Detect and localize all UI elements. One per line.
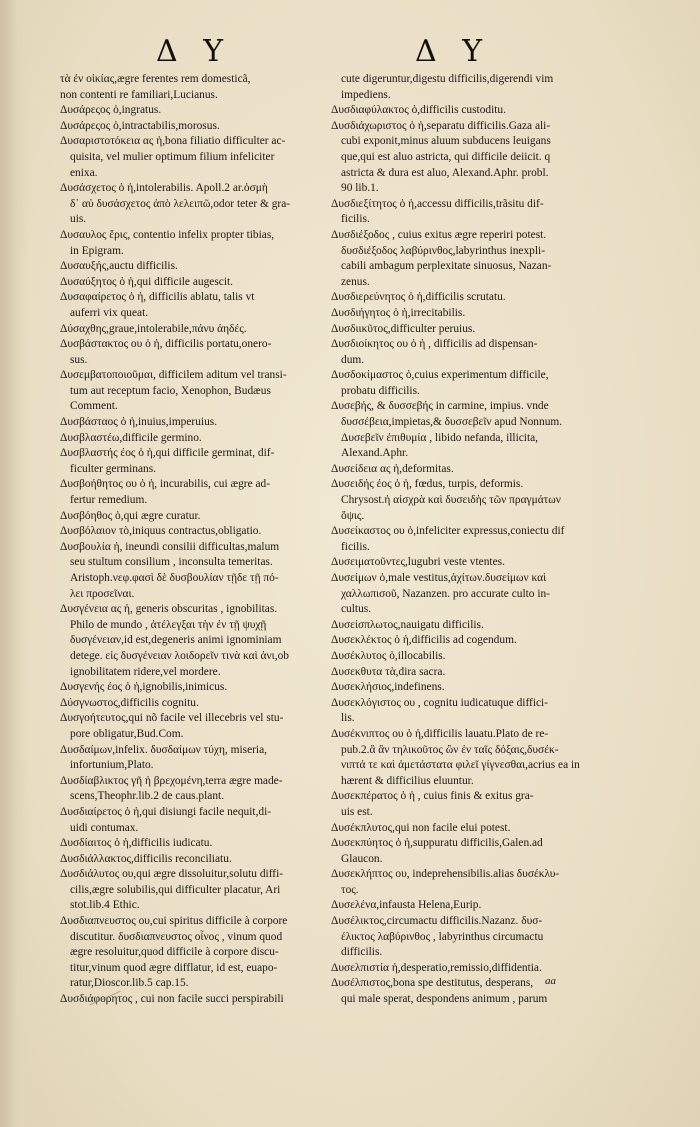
text-line: Δυσελένα,infausta Helena,Eurip. [331,899,482,912]
text-line: Δυσδιοίκητος ου ὁ ἡ , difficilis ad dispensan- [331,338,538,351]
text-line: in Epigram. [70,244,124,257]
text-line: Δυσαυξής,auctu difficilis. [60,260,178,273]
text-line: Δυσεκθυτα τὰ,dira sacra. [331,665,446,678]
text-line: Δυσεμβατοποιοῦμαι, difficilem aditum vel transi- [60,369,287,382]
text-line: Δυσείσπλωτος,nauigatu difficilis. [331,618,484,631]
text-line: Δυσάρεςος ὁ,ingratus. [60,104,162,117]
text-line: 90 lib.1. [341,182,379,195]
text-line: Δυσβλαστής έος ὁ ἡ,qui difficile germinat, dif- [60,447,275,460]
text-line: Chrysost.ἡ αἰσχρὰ καὶ δυσειδὴς τῶν πραγμάτων [341,494,561,507]
text-line: Δυσέκπλυτος,qui non facile elui potest. [331,821,511,834]
text-line: Δυσγένεια ας ἡ, generis obscuritas , ignobilitas. [60,603,278,616]
text-line: seu stultum consilium , inconsulta temeritas. [70,556,273,569]
text-line: Δυσεκλέκτος ὁ ἡ,difficilis ad cogendum. [331,634,517,647]
text-line: non contenti re familiari,Lucianus. [60,88,218,101]
text-line: ὄψις. [341,509,365,522]
text-line: Δύσαχθης,graue,intolerabile,πάνυ ἀηδές. [60,322,247,335]
text-line: uis est. [341,805,373,818]
text-line: Δυσβάστακτος ου ὁ ἡ, difficilis portatu,onero- [60,338,272,351]
text-line: zenus. [341,275,370,288]
text-line: Δυσειματοῦντες,lugubri veste vtentes. [331,556,505,569]
text-line: Δυσεκλόγιστος ου , cognitu iudicatuque diffici- [331,696,549,709]
text-line: impediens. [341,88,391,101]
text-line: Glaucon. [341,852,383,865]
text-line: ægre resoluitur,quod difficile à corpore discu- [70,946,279,959]
text-line: τος. [341,883,359,896]
text-line: Δυσεβεῖν ἐπιθυμία , libido nefanda, illicita, [341,431,539,444]
text-line: Δυσεκπύητος ὁ ἡ,suppuratu difficilis,Galen.ad [331,837,543,850]
text-line: uidi contumax. [70,821,139,834]
text-line: quisita, vel mulier optimum filium infeliciter [70,150,275,163]
text-line: titur,vinum quod ægre difflatur, id est, euapo- [70,961,278,974]
text-line: Δυσάσχετος ὁ ἡ,intolerabilis. Apoll.2 ar.ὀσμὴ [60,182,268,195]
text-line: Δυσδοκίμαστος ὁ,cuius experimentum difficile, [331,369,549,382]
text-line: δυσγένειαν,id est,degeneris animi ignominiam [70,634,282,647]
text-line: Alexand.Aphr. [341,447,409,460]
text-line: Δύσγνωστος,difficilis cognitu. [60,696,199,709]
text-line: probatu difficilis. [341,384,420,397]
text-line: qui male sperat, despondens animum , parum [341,993,548,1006]
left-column [60,72,318,1008]
text-line: Δυσείδεια ας ἡ,deformitas. [331,462,454,475]
text-line: Δυσβουλία ἡ, ineundi consilii difficultas,malum [60,540,280,553]
text-line: difficilis. [341,946,383,959]
text-line: δυσδιέξοδος λαβύρινθος,labyrinthus inexpli- [341,244,545,257]
text-line: Δυσδιικῦτος,difficulter peruius. [331,322,476,335]
text-line: enixa. [70,166,98,179]
text-line: sus. [70,353,88,366]
text-line: cultus. [341,603,372,616]
text-line: Δυσέκλυτος ὁ,illocabilis. [331,649,446,662]
text-line: Δυσδιάφορητος , cui non facile succi perspirabili [60,993,284,1006]
text-line: δ᾽ αὐ δυσάσχετος ἀπὸ λελειπῶ,odor teter & gra- [70,197,291,210]
text-line: Δυσγοήτευτος,qui nõ facile vel illecebris vel stu- [60,712,284,725]
text-line: Δυσδιήγητος ὁ ἡ,irrecitabilis. [331,306,466,319]
text-line: Δυσδαίμων,infelix. δυσδαίμων τύχη, miseria, [60,743,267,756]
text-line: scens,Theophr.lib.2 de caus.plant. [70,790,225,803]
text-line: Δυσβοήθητος ου ὁ ἡ, incurabilis, cui ægre ad- [60,478,271,491]
text-line: Δυσδίαβλικτος γῆ ἡ βρεχομένη,terra ægre made- [60,774,283,787]
text-line: fertur remedium. [70,494,148,507]
text-line: ficilis. [341,213,370,226]
text-line: νιπτά τε καὶ ἀμετάστατα φιλεῖ γίγνεσθαι,acrius ea in [341,759,580,772]
text-line: cubi exponit,minus aluum subducens leuigans [341,135,551,148]
text-line: Δυσβάσταος ὁ ἡ,inuius,imperuius. [60,416,218,429]
text-line: Δυσειδής έος ὁ ἡ, fœdus, turpis, deformis. [331,478,524,491]
text-line: discutitur. δυσδιαπνευστος οἶνος , vinum quod [70,930,283,943]
text-line: Philo de mundo , ἀτέλεγξαι τὴν ἐν τῇ ψυχῇ [70,618,267,631]
text-line: pub.2.ἃ ἂν τηλικοῦτος ὢν ἐν ταῖς δόξαις,δυσέκ- [341,743,559,756]
running-head-right: Δ Υ [415,34,491,69]
text-line: λει προσεῖναι. [70,587,135,600]
text-line: Δυσδιαπνευστος ου,cui spiritus difficile à corpore [60,915,288,928]
text-line: Aristoph.νεφ.φασὶ δὲ δυσβουλίαν τῇδε τῇ πό- [70,572,279,584]
text-line: Δυσδιερεύνητος ὁ ἡ,difficilis scrutatu. [331,291,506,304]
text-line: tum aut receptum facio, Xenophon, Budæus [70,384,271,397]
text-line: detege. εἰς δυσγένειαν λοιδορεῖν τινὰ καὶ ἀνι,ob [70,649,289,662]
text-line: Δυσδιαίρετος ὁ ἡ,qui disiungi facile nequit,di- [60,805,272,818]
binding-gutter [0,0,30,1127]
text-line: lis. [341,712,355,725]
text-line: Δυσέλπιστος,bona spe destitutus, desperans, [331,977,534,990]
text-line: Δυσδιάχωριστος ὁ ἡ,separatu difficilis.Gaza ali- [331,119,551,132]
text-line: έλικτος λαβύρινθος , labyrinthus circumactu [341,930,544,943]
text-line: pore obligatur,Bud.Com. [70,727,184,740]
text-line: Δυσαριστοτόκεια ας ἡ,bona filiatio difficulter ac- [60,135,286,148]
text-line: cute digeruntur,digestu difficilis,digerendi vim [341,73,554,85]
text-line: dum. [341,353,365,366]
text-line: ficilis. [341,540,370,553]
text-line: Δυσδίαιτος ὁ ἡ,difficilis iudicatu. [60,837,213,850]
text-line: ratur,Dioscor.lib.5 cap.15. [70,977,189,990]
text-line: Δυσβόηθος ὁ,qui ægre curatur. [60,509,201,522]
text-line: infortunium,Plato. [70,759,154,772]
text-line: que,qui est aluo astricta, qui difficile deiicit. q [341,150,551,163]
text-line: Δυσέκνιπτος ου ὁ ἡ,difficilis lauatu.Plato de re- [331,727,549,740]
text-line: auferri vix queat. [70,306,149,319]
text-line: Δυσδιάλυτος ου,qui ægre dissoluitur,solutu diffi- [60,868,284,881]
text-line: ficulter germinans. [70,462,157,475]
text-line: Δυσείκαστος ου ὁ,infeliciter expressus,coniectu dif [331,525,565,538]
text-line: Δυσείμων ὁ,male vestitus,ἀχίτων.δυσείμων καὶ [331,572,547,584]
text-line: Δυσάρεςος ὁ,intractabilis,morosus. [60,119,220,132]
text-line: Δυσέλικτος,circumactu difficilis.Nazanz. δυσ- [331,915,543,928]
page-number: aa [545,975,556,987]
text-line: Δυσαυλος ἔρις, contentio infelix propter tibias, [60,228,275,241]
text-line: hærent & difficilius eluuntur. [341,774,474,787]
text-line: cilis,ægre solubilis,qui difficulter placatur, Ari [70,883,281,896]
text-line: Δυσεβής, & δυσσεβής in carmine, impius. vnde [331,400,549,413]
text-line: Δυσεκλήπτος ου, indeprehensibilis.alias δυσέκλυ- [331,868,560,881]
text-line: τὰ ἐν οἰκίας,ægre ferentes rem domesticã, [60,73,251,85]
text-line: Δυσδιεξίτητος ὁ ἡ,accessu difficilis,trãsitu dif- [331,197,544,210]
text-line: astricta & dura est aluo, Alexand.Aphr. probl. [341,166,549,179]
text-line: stot.lib.4 Ethic. [70,899,140,912]
text-line: Δυσβόλαιον τὸ,iniquus contractus,obligatio. [60,525,262,538]
right-column [331,72,588,1008]
text-line: Δυσεκλήσιος,indefinens. [331,681,445,694]
text-line: Δυσαφαίρετος ὁ ἡ, difficilis ablatu, talis vt [60,291,255,304]
text-line: Δυσβλαστέω,difficile germino. [60,431,202,444]
text-line: cabili ambagum perplexitate sinuosus, Nazan- [341,260,552,273]
text-line: Δυσελπιστία ἡ,desperatio,remissio,diffidentia. [331,961,542,974]
text-line: δυσσέβεια,impietas,& δυσσεβεῖν apud Nonnum. [341,416,563,429]
text-line: Δυσδιαφύλακτος ὁ,difficilis custoditu. [331,104,506,117]
running-head-left: Δ Υ [156,34,232,69]
text-line: χαλλωπισοῦ, Nazanzen. pro accurate culto in- [341,587,550,600]
text-line: Δυσγενής έος ὁ ἡ,ignobilis,inimicus. [60,681,228,694]
text-line: Δυσαύξητος ὁ ἡ,qui difficile augescit. [60,275,233,288]
text-line: Δυσδιάλλακτος,difficilis reconciliatu. [60,852,232,865]
text-line: uis. [70,213,87,226]
text-line: Δυσδιέξοδος , cuius exitus ægre reperiri potest. [331,228,547,241]
text-line: Comment. [70,400,118,413]
text-line: Δυσεκπέρατος ὁ ἡ , cuius finis & exitus gra- [331,790,534,803]
text-line: ignobilitatem ridere,vel mordere. [70,665,221,678]
